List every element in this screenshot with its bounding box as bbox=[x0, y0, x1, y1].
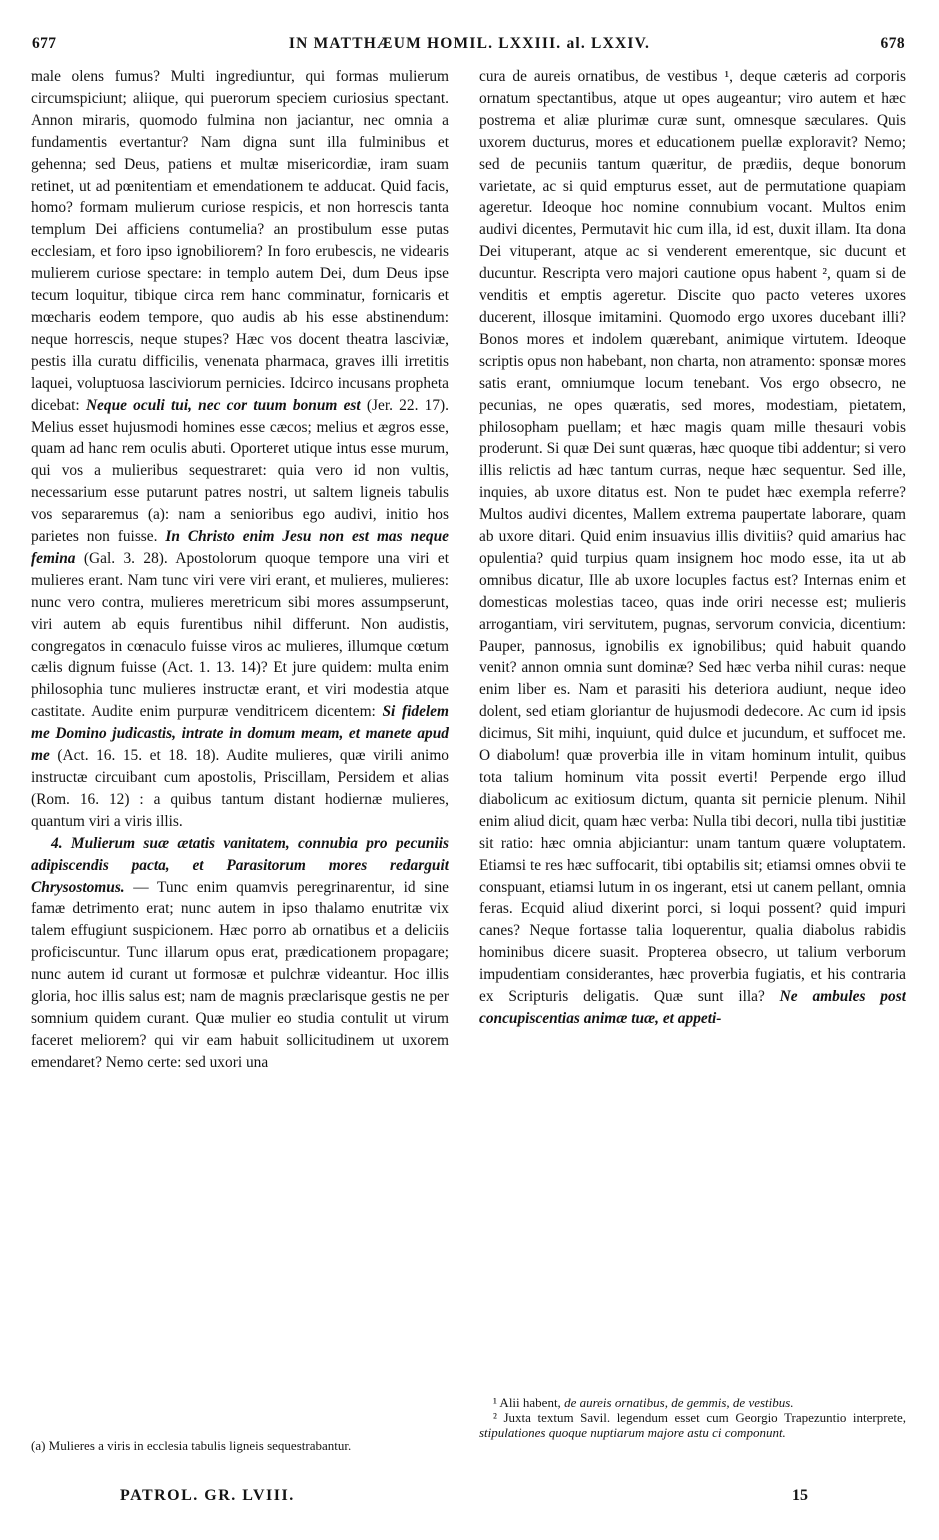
left-column bbox=[31, 66, 449, 1428]
running-title: IN MATTHÆUM HOMIL. LXXIII. al. LXXIV. bbox=[288, 35, 651, 52]
text: Audite mulieres, quæ virili animo instructæ circuibant cum apostolis, Priscillam, Persidem et alias bbox=[31, 747, 449, 786]
quote-galatians: In Christo enim Jesu non est mas neque femina bbox=[31, 528, 449, 567]
section-title: Mulierum suæ ætatis vanitatem, connubia pro pecuniis adipiscendis pacta, et Parasitorum mores redarguit Chrysostomus. bbox=[31, 834, 449, 896]
footnote-italic: stipulationes quoque nuptiarum majore astu ci componunt. bbox=[479, 1425, 786, 1440]
reference: (Gal. 3. 28). bbox=[83, 549, 168, 567]
paragraph-3 bbox=[31, 66, 449, 833]
right-page-number: 678 bbox=[880, 35, 905, 52]
text: Et jure quidem: multa enim philosophia tunc mulieres instructæ erant, et viri modestia atque castitate. Audite enim purpuræ venditricem dicentem: bbox=[31, 659, 449, 721]
quote-proverb: Ne ambules post concupiscentias animæ tuæ, et appeti- bbox=[479, 988, 906, 1027]
reference: (Act. 1. 13. 14)? bbox=[162, 659, 268, 677]
patrologia-footer: PATROL. GR. LVIII. bbox=[120, 1487, 295, 1504]
text: Melius esset hujusmodi homines esse cæcos; melius et ægros esse, quam ad hanc rem oculis abuti. Oporteret utique intus esse murum, qui vos a mulieribus sequestraret: quia vero id non vultis, necessarium esse putarunt patres nostri, ut saltem ligneis tabulis vos separaremus (a): nam a senioribus ego audivi, initio hos parietes non fuisse. bbox=[31, 418, 449, 546]
right-footnotes bbox=[479, 1395, 906, 1440]
footnote-text: ¹ Alii habent, bbox=[493, 1395, 561, 1410]
footnote-italic: de aureis ornatibus, de gemmis, de vestibus. bbox=[564, 1395, 794, 1410]
text: cura de aureis ornatibus, de vestibus ¹, deque cæteris ad corporis ornatum spectantibus, atque ut opes augeantur; viro autem et hæc postrema et aliæ plurimæ curæ sunt, omnesque sæculares. Quis uxorem ducturus, mores et educationem puellæ exploravit? Nemo; sed de pecuniis tantum quæritur, de prædiis, deque bonorum varietate, ac si quid empturus esset, aut de permutatione quapiam ageretur. Ideoque hoc nomine connubium vocant. Multos enim audivi dicentes, Permutavit hic cum illa, id est, duxit illam. Ita dona Dei vituperant, atque ac si venderent emerentque, sic ducunt et ducuntur. Rescripta vero majori cautione opus habent ², quam si de venditis et emptis ageretur. Discite quo pacto veteres uxores ducerent, illosque imitamini. Quomodo ergo uxores ducebant illi? Bonos mores et indolem quærebant, animique virtutem. Ideoque scriptis opus non habebant, non charta, non atramento: sponsæ mores satis erant, omniumque locum tenebant. Vos ergo obsecro, ne pecunias, ne opes quæratis, sed mores, modestiam, pietatem, philosopham puellam; et hæc magis quam mille thesauri vobis proderunt. Si quæ Dei sunt quæras, hæc quoque tibi addentur; si vero illis relictis ad hæc tantum curras, neque hæc sequentur. Sed ille, inquies, ab uxore ditatus est. Non te pudet hæc exempla referre? Multos audivi dicentes, Mallem extrema paupertate laborare, quam ab uxore ditari. Quid enim insuavius illis divitiis? quid amarius hac opulentia? quid turpius quam insignem hoc modo esse, ita ut ab omnibus dicatur, Ille ab uxore locuples factus est? Internas enim et domesticas molestias taceo, quas inde oriri necesse est; mulieris arrogantiam, viri servitutem, pugnas, servorum convicia, dicentium: Pauper, pannosus, ignobilis ex ignobilibus; quid habuit quando venit? annon omnia sunt dominæ? Sed hæc verba nihil curas: neque enim liber es. Nam et parasiti his deteriora audiunt, neque ideo dolent, sed etiam gloriantur de hujusmodi dedecore. Ac cum id ipsis dicimus, Sit mihi, inquiunt, quid dulce et jucundum, et suffocet me. O diabolum! quæ proverbia ille in vitam hominum intulit, quibus tota talium hominum vita possit everti! Perpende ergo illud diabolicum ac exitiosum dictum, quanta sit pernicie plenum. Nihil enim aliud dicit, quam hæc verba: Nulla tibi decori, nulla tibi justitiæ sit ratio: hæc omnia abjiciantur: unam tantum quære voluptatem. Etiamsi te res hæc suffocarit, tibi optabilis sit; etiamsi omnes obvii te conspuant, etiamsi lutum in os ingerant, etsi ut canem pellant, omnia feras. Ecquid aliud dixerint porci, si loqui possent? quid impuri canes? Neque fortasse talia loquerentur, qualia diabolus rabidis hominibus dicere suasit. Propterea obsecro, ut talium verborum impudentiam considerantes, hæc proverbia fugiatis, et his contraria ex Scripturis deligatis. Quæ sunt illa? bbox=[479, 68, 906, 1006]
paragraph-4 bbox=[31, 833, 449, 1074]
quote-acts: Si fidelem me Domino judicastis, intrate in domum meam, et manete apud me bbox=[31, 703, 449, 765]
reference: (Act. 16. 15. et 18. 18). bbox=[57, 747, 220, 765]
footnote-text: ² Juxta textum Savil. legendum esset cum Georgio Trapezuntio interprete, bbox=[493, 1410, 906, 1425]
footnote-2 bbox=[479, 1410, 906, 1440]
footnote-1 bbox=[479, 1395, 906, 1410]
paragraph-continued bbox=[479, 66, 906, 1030]
signature-mark: 15 bbox=[792, 1487, 808, 1504]
text: : a quibus tantum distant hodiernæ mulieres, quantum viri a viris illis. bbox=[31, 790, 449, 830]
text: — Tunc enim quamvis peregrinarentur, id sine famæ detrimento erat; nunc autem in ipso thalamo enutritæ vix talem effugiunt suspicionem. Hæc porro ab ornatibus et a deliciis proficiscuntur. Tunc illarum opus erat, prædicationem propagare; nunc autem id curant ut formosæ et pulchræ videantur. Hoc illis gloria, hoc illis salus est; nam de magnis præclarisque gestis ne per somnium quidem curant. Quæ mulier eo studia contulit ut virum faceret meliorem? qui vir eam habuit sollicitudinem ut uxorem emendaret? Nemo certe: sed uxori una bbox=[31, 878, 449, 1071]
right-column bbox=[479, 66, 906, 1392]
footnote-a: (a) Mulieres a viris in ecclesia tabulis ligneis sequestrabantur. bbox=[31, 1438, 352, 1453]
section-number: 4. bbox=[51, 834, 63, 852]
reference: (Jer. 22. 17). bbox=[366, 396, 449, 414]
text: Apostolorum quoque tempore una viri et mulieres erant. Nam tunc viri vere viri erant, et mulieres, mulieres: nunc vero contra, mulieres meretricum sibi mores assumpserunt, viri autem ab equis furentibus nihil differunt. Non audistis, congregatos in cœnaculo fuisse viros ac mulieres, illumque cœtum cælis dignum fuisse bbox=[31, 549, 449, 677]
text: male olens fumus? Multi ingrediuntur, qui formas mulierum circumspiciunt; aliique, qui puerorum speciem curiosius spectant. Annon miraris, quomodo fulmina non jaciantur, nec omnia a fundamentis evertantur? Nam digna sunt illa fulminibus et gehenna; sed Deus, patiens et multæ misericordiæ, iram suam retinet, ut ad pœnitentiam et emendationem te adducat. Quid facis, homo? formam mulierum curiose respicis, et non horrescis tanta templum Dei afficiens contumelia? an prostibulum esse putas ecclesiam, et foro ipso ignobiliorem? In foro erubescis, ne videaris mulierem curiose spectare: in templo autem Dei, dum Deus ipse tecum loquitur, tibique circa rem hanc comminatur, fornicaris et mœcharis eodem tempore, quo audis ab his esse abstinendum: neque horrescis, neque stupes? Hæc vos docent theatra lasciviæ, pestis illa curatu difficilis, venenata pharmaca, graves illi irretitis laquei, voluptuosa lasciviorum pernicies. Idcirco incusans propheta dicebat: bbox=[31, 68, 449, 414]
left-page-number: 677 bbox=[32, 35, 57, 52]
reference: (Rom. 16. 12) bbox=[31, 790, 130, 808]
quote-jeremiah: Neque oculi tui, nec cor tuum bonum est bbox=[85, 396, 361, 414]
